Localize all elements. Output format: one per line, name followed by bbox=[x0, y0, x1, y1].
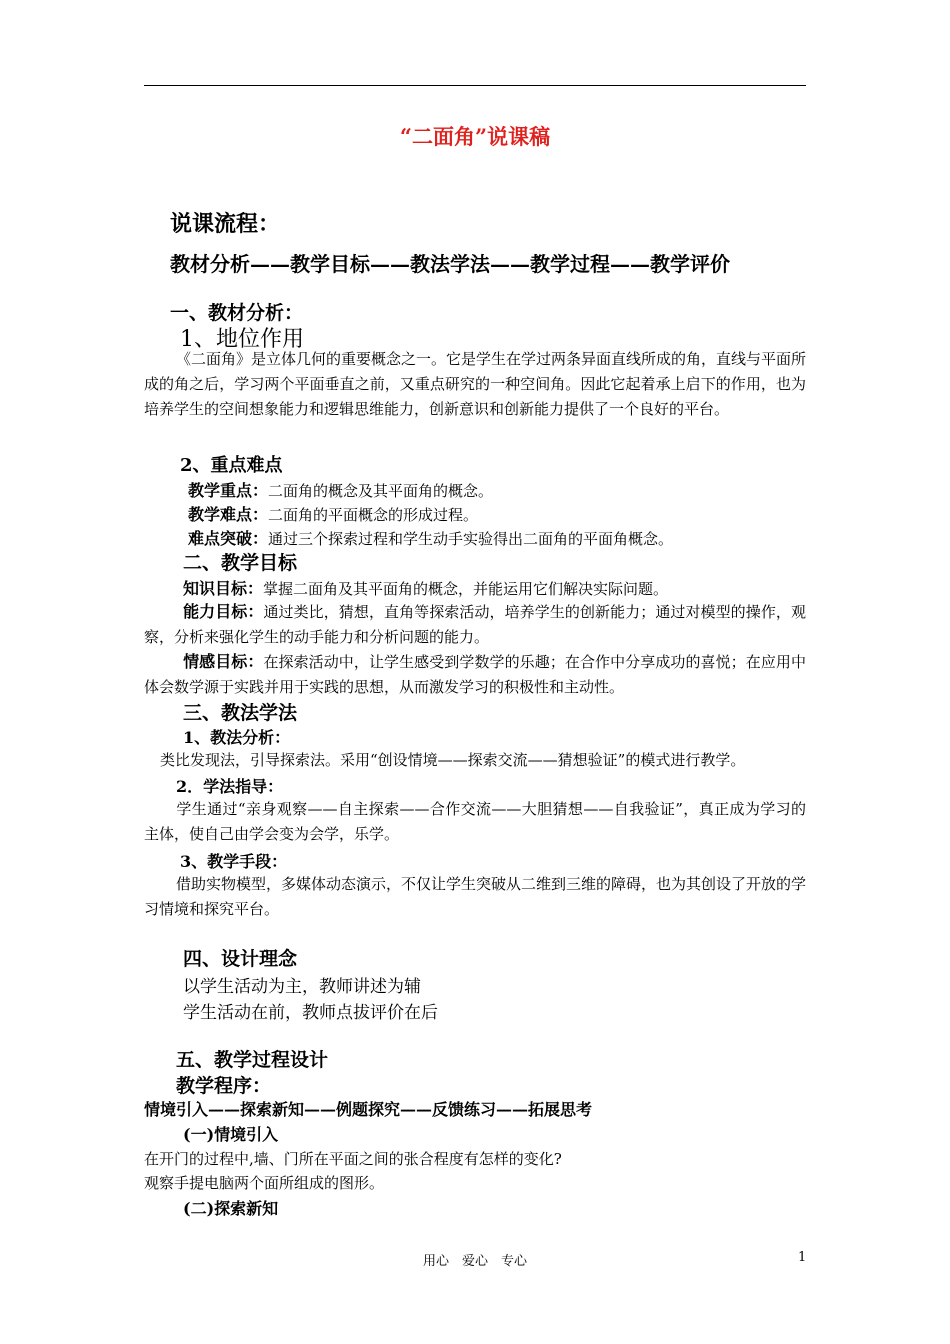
design-concept-line-1: 以学生活动为主，教师讲述为辅 bbox=[183, 977, 421, 997]
intro-line-2: 观察手提电脑两个面所组成的图形。 bbox=[144, 1174, 385, 1192]
design-concept-line-2: 学生活动在前，教师点拔评价在后 bbox=[183, 1003, 438, 1023]
key-point-line: 教学重点：二面角的概念及其平面角的概念。 bbox=[188, 481, 494, 500]
teaching-method-text: 类比发现法，引导探索法。采用“创设情境——探索交流——猜想验证”的模式进行教学。 bbox=[160, 751, 746, 769]
flow-steps: 教材分析——教学目标——教法学法——教学过程——教学评价 bbox=[170, 252, 730, 276]
teaching-means-heading: 3、教学手段： bbox=[180, 852, 288, 871]
intro-heading: (一)情境引入 bbox=[183, 1125, 279, 1144]
emotion-goal: 情感目标：在探索活动中，让学生感受到学数学的乐趣；在合作中分享成功的喜悦；在应用中体会数学源于实践并用于实践的思想，从而激发学习的积极性和主动性。 bbox=[144, 652, 806, 696]
header-rule bbox=[144, 85, 806, 86]
learning-method-heading: 2．学法指导： bbox=[176, 777, 284, 796]
section-1-heading: 一、教材分析： bbox=[170, 302, 304, 324]
section-4-heading: 四、设计理念 bbox=[183, 948, 298, 970]
learning-method-text: 学生通过“亲身观察——自主探索——合作交流——大胆猜想——自我验证”，真正成为学习的主体，使自己由学会变为会学，乐学。 bbox=[144, 800, 806, 843]
section-1-sub-1: 1、地位作用 bbox=[180, 327, 304, 352]
section-2-heading: 二、教学目标 bbox=[183, 552, 298, 574]
flow-heading: 说课流程： bbox=[170, 211, 281, 237]
section-1-paragraph: 《二面角》是立体几何的重要概念之一。它是学生在学过两条异面直线所成的角，直线与平面所成的角之后，学习两个平面垂直之前，又重点研究的一种空间角。因此它起着承上启下的作用，也为培养学生的空间想象能力和逻辑思维能力，创新意识和创新能力提供了一个良好的平台。 bbox=[144, 350, 807, 418]
teaching-method-heading: 1、教法分析： bbox=[183, 728, 291, 747]
intro-line-1: 在开门的过程中,墙、门所在平面之间的张合程度有怎样的变化? bbox=[144, 1150, 562, 1168]
difficulty-line: 教学难点：二面角的平面概念的形成过程。 bbox=[188, 505, 479, 524]
explore-heading: (二)探索新知 bbox=[183, 1199, 279, 1218]
teaching-program-steps: 情境引入——探索新知——例题探究——反馈练习——拓展思考 bbox=[144, 1100, 593, 1119]
breakthrough-line: 难点突破：通过三个探索过程和学生动手实验得出二面角的平面角概念。 bbox=[188, 529, 674, 548]
ability-goal: 能力目标：通过类比，猜想，直角等探索活动，培养学生的创新能力；通过对模型的操作，观察，分析来强化学生的动手能力和分析问题的能力。 bbox=[144, 602, 806, 646]
section-5-heading: 五、教学过程设计 bbox=[176, 1049, 329, 1071]
document-title: “二面角”说课稿 bbox=[399, 124, 551, 149]
teaching-program-label: 教学程序： bbox=[176, 1075, 272, 1097]
teaching-means-text: 借助实物模型，多媒体动态演示，不仅让学生突破从二维到三维的障碍，也为其创设了开放的学习情境和探究平台。 bbox=[144, 875, 807, 918]
footer-motto: 用心 爱心 专心 bbox=[422, 1254, 527, 1269]
knowledge-goal: 知识目标：掌握二面角及其平面角的概念，并能运用它们解决实际问题。 bbox=[183, 579, 669, 598]
section-3-heading: 三、教法学法 bbox=[183, 702, 298, 724]
page-number: 1 bbox=[798, 1250, 807, 1265]
section-1-sub-2: 2、重点难点 bbox=[180, 455, 283, 476]
